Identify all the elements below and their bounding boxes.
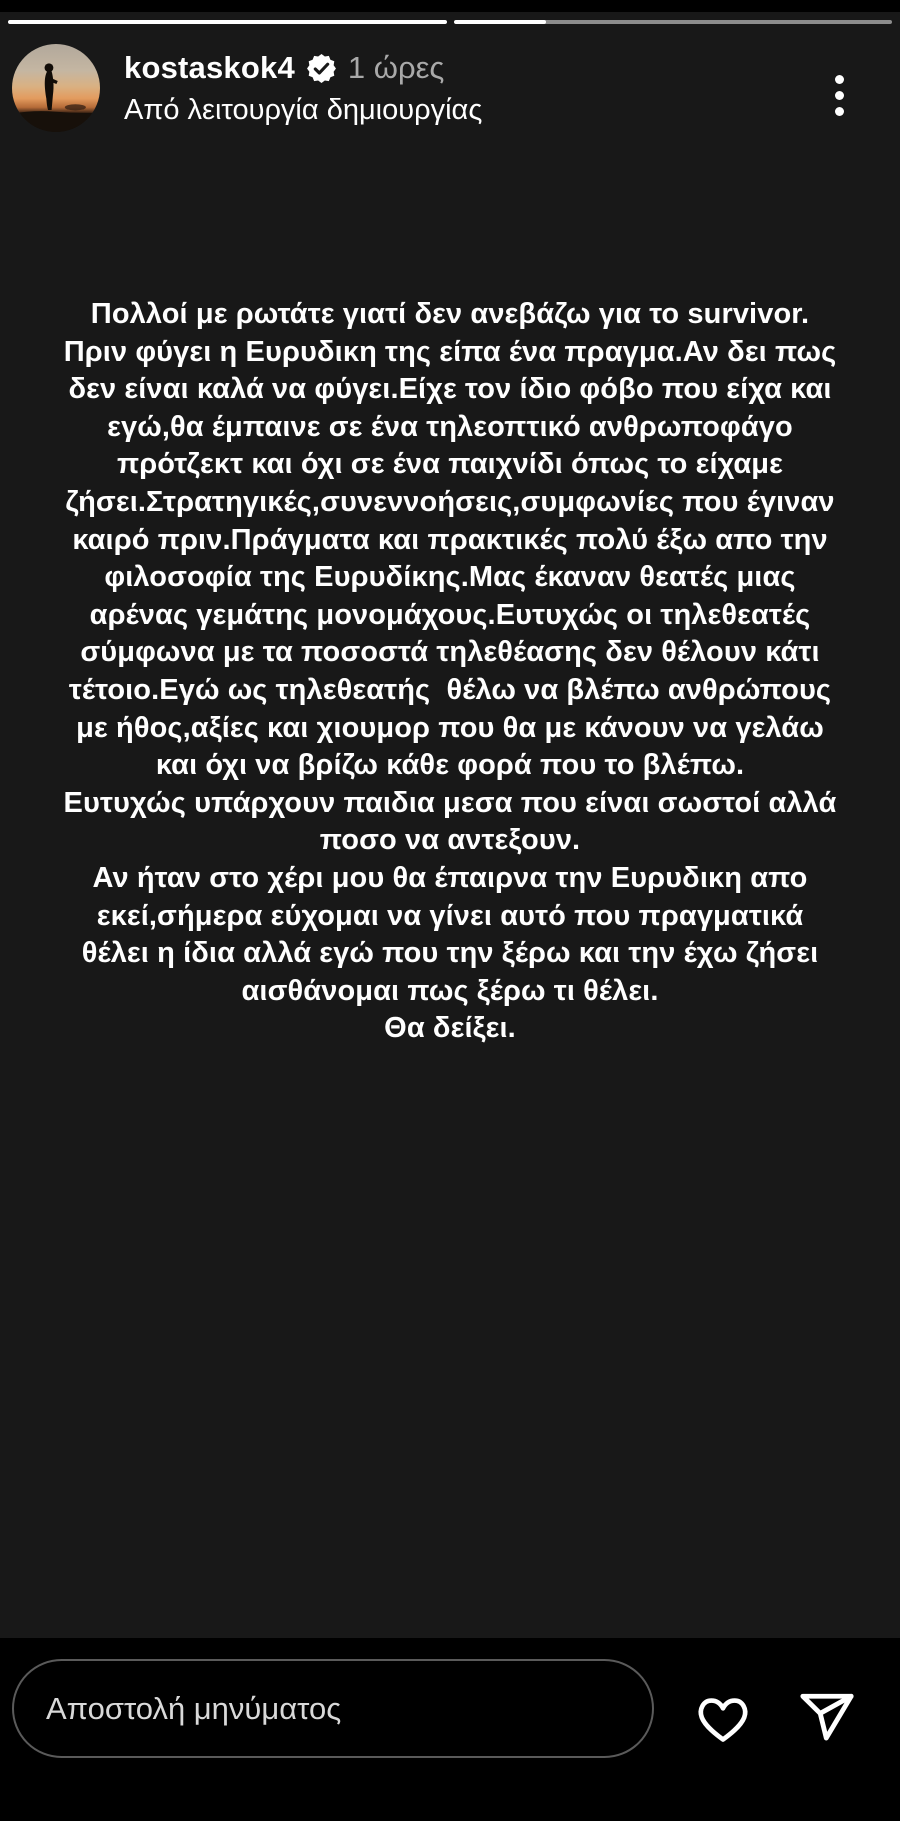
more-options-icon[interactable] xyxy=(822,64,856,126)
story-text-line: πρότζεκτ και όχι σε ένα παιχνίδι όπως το είχαμε xyxy=(116,448,784,481)
paper-plane-icon xyxy=(798,1689,856,1747)
story-text-line: αισθάνομαι πως ξέρω τι θέλει. xyxy=(241,974,659,1007)
story-text-line: Ευτυχώς υπάρχουν παιδια μεσα που είναι σωστοί αλλά xyxy=(63,786,837,819)
message-input-placeholder: Αποστολή μηνύματος xyxy=(46,1690,342,1726)
story-text-line: εκεί,σήμερα εύχομαι να γίνει αυτό που πραγματικά xyxy=(96,899,804,932)
like-button[interactable] xyxy=(695,1691,751,1747)
story-text-line: ζήσει.Στρατηγικές,συνεννοήσεις,συμφωνίες που έγιναν xyxy=(65,485,835,518)
heart-icon xyxy=(695,1691,751,1747)
story-source-label: Από λειτουργία δημιουργίας xyxy=(124,94,483,126)
avatar[interactable] xyxy=(12,44,100,132)
story-text-line: εγώ,θα έμπαινε σε ένα τηλεοπτικό ανθρωποφάγο xyxy=(107,410,793,443)
story-text-line: Πολλοί με ρωτάτε γιατί δεν ανεβάζω για το survivor. xyxy=(90,298,810,330)
progress-bar-2 xyxy=(454,20,893,24)
verified-badge-icon xyxy=(306,53,337,84)
progress-bar-2-fill xyxy=(454,20,546,24)
story-text-line: και όχι να βρίζω κάθε φορά που το βλέπω. xyxy=(155,749,745,782)
story-viewer[interactable] xyxy=(0,12,900,1638)
story-text-line: τέτοιο.Εγώ ως τηλεθεατής θέλω να βλέπω ανθρώπους xyxy=(68,673,832,706)
story-text-line: Πριν φύγει η Ευρυδικη της είπα ένα πραγμα.Αν δει πως xyxy=(63,335,837,368)
story-text-line: φιλοσοφία της Ευρυδίκης.Μας έκαναν θεατές μιας xyxy=(104,561,796,594)
progress-bar-1-fill xyxy=(8,20,447,24)
story-progress-bars xyxy=(8,20,892,24)
story-text-line: Θα δείξει. xyxy=(384,1012,516,1045)
share-button[interactable] xyxy=(798,1689,856,1747)
story-text-block xyxy=(20,296,880,1048)
message-input[interactable] xyxy=(12,1659,654,1758)
sunset-silhouette-image xyxy=(12,44,100,132)
username[interactable]: kostaskok4 xyxy=(124,50,295,85)
story-text-line: δεν είναι καλά να φύγει.Είχε τον ίδιο φόβο που είχα και xyxy=(68,373,832,406)
story-text-line: Αν ήταν στο χέρι μου θα έπαιρνα την Ευρυδικη απο xyxy=(92,861,808,894)
story-text-line: θέλει η ίδια αλλά εγώ που την ξέρω και την έχω ζήσει xyxy=(81,937,819,970)
story-text-line: σύμφωνα με τα ποσοστά τηλεθέασης δεν θέλουν κάτι xyxy=(80,636,820,669)
story-text-line: αρένας γεμάτης μονομάχους.Ευτυχώς οι τηλεθεατές xyxy=(89,598,811,631)
story-text-line: ποσο να αντεξουν. xyxy=(319,824,581,857)
story-timestamp: 1 ώρες xyxy=(347,50,445,85)
story-text-line: καιρό πριν.Πράγματα και πρακτικές πολύ έξω απο την xyxy=(72,523,828,556)
story-text-line: με ήθος,αξίες και χιουμορ που θα με κάνουν να γελάω xyxy=(76,711,824,744)
progress-bar-1 xyxy=(8,20,447,24)
